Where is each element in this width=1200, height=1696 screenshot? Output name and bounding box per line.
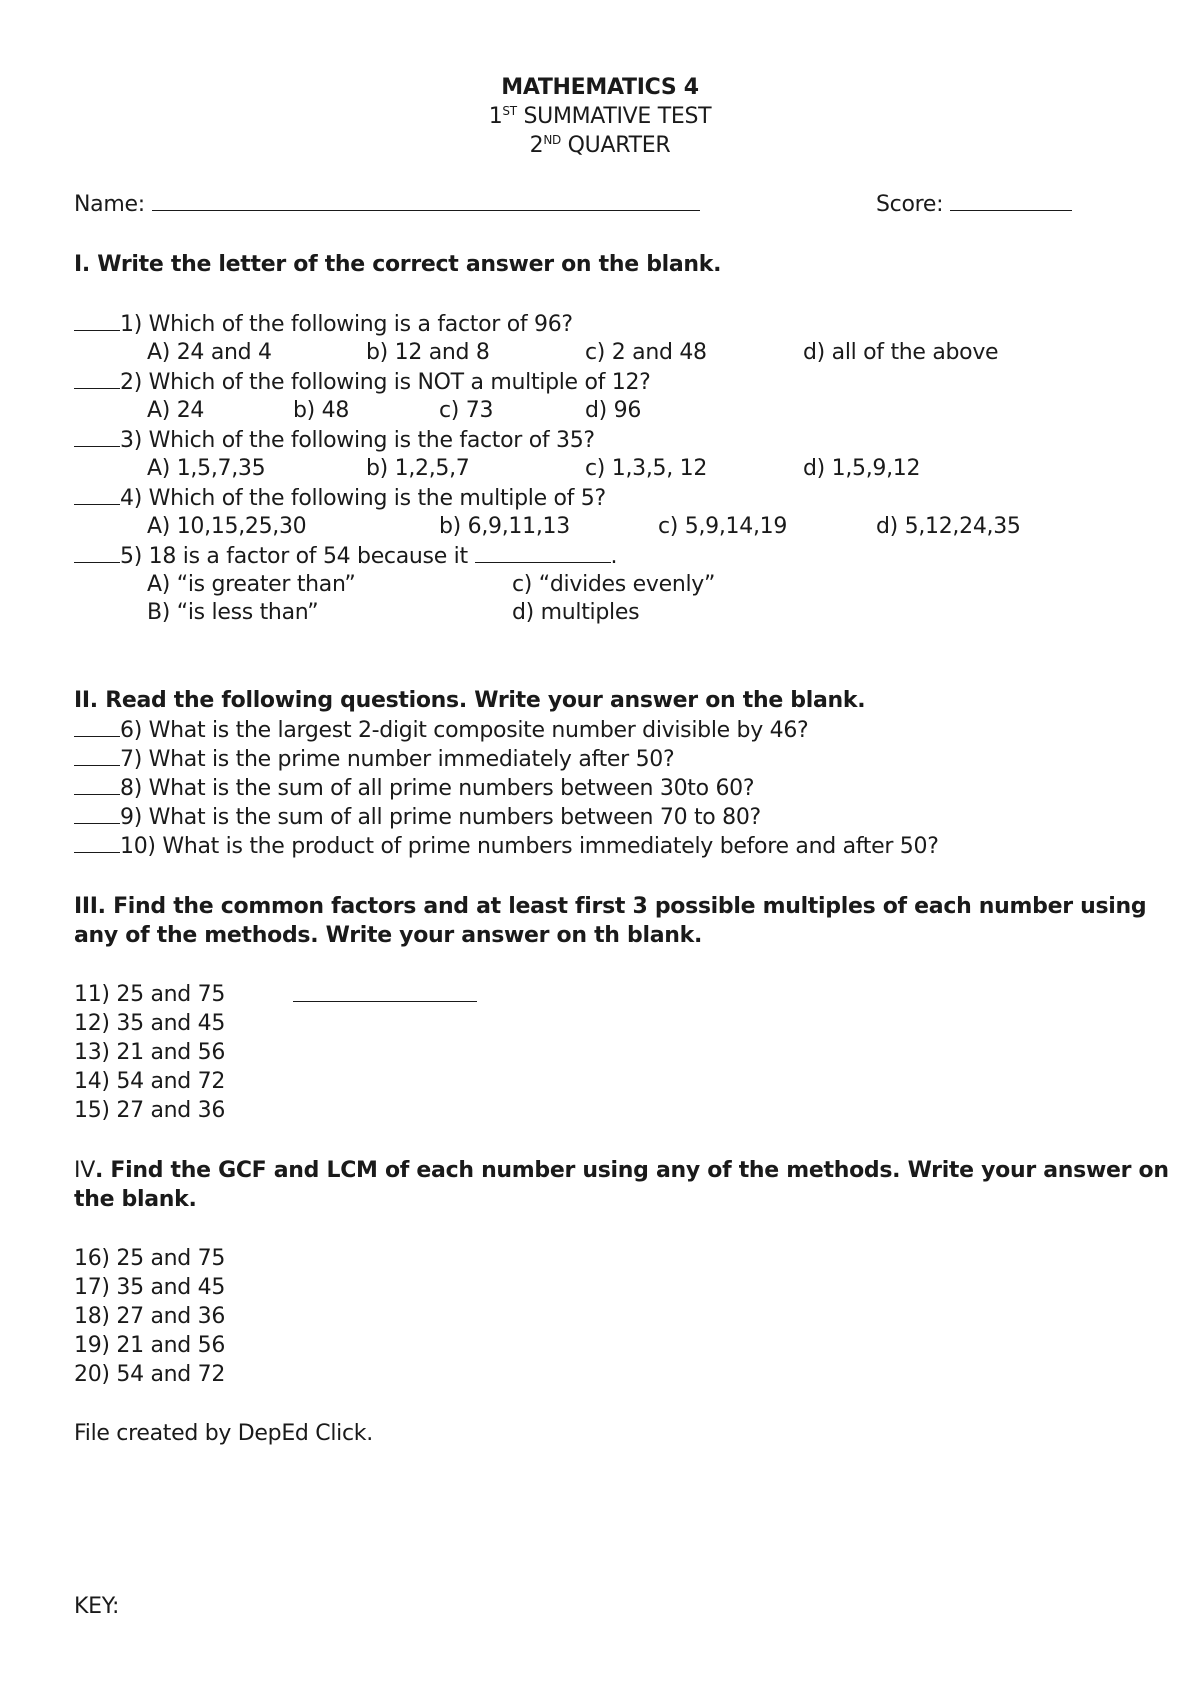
question-6: 6) What is the largest 2-digit composite number divisible by 46? — [74, 716, 808, 745]
option-4b: b) 6,9,11,13 — [439, 514, 570, 539]
section4-title-line2: the blank. — [74, 1187, 197, 1212]
credit-text: File created by DepEd Click. — [74, 1421, 373, 1446]
name-blank[interactable] — [152, 190, 700, 211]
item-12: 12) 35 and 45 — [74, 1011, 226, 1036]
item-18: 18) 27 and 36 — [74, 1304, 226, 1329]
option-1b: b) 12 and 8 — [366, 340, 490, 365]
option-5b: B) “is less than” — [147, 600, 319, 625]
item-11: 11) 25 and 75 — [74, 982, 226, 1007]
answer-blank[interactable] — [74, 803, 120, 824]
section3-title-line2: any of the methods. Write your answer on th blank. — [74, 923, 703, 948]
item-17: 17) 35 and 45 — [74, 1275, 226, 1300]
score-field — [876, 190, 1072, 219]
section2-title: II. Read the following questions. Write your answer on the blank. — [74, 688, 866, 713]
option-2c: c) 73 — [439, 398, 494, 423]
option-1a: A) 24 and 4 — [147, 340, 272, 365]
option-5c: c) “divides evenly” — [512, 572, 716, 597]
item-20: 20) 54 and 72 — [74, 1362, 226, 1387]
option-1c: c) 2 and 48 — [585, 340, 707, 365]
fill-in-blank[interactable] — [475, 542, 611, 563]
question-7: 7) What is the prime number immediately after 50? — [74, 745, 674, 774]
option-4c: c) 5,9,14,19 — [658, 514, 788, 539]
answer-blank[interactable] — [74, 542, 120, 563]
question-1: 1) Which of the following is a factor of 96? — [74, 310, 573, 339]
question-10: 10) What is the product of prime numbers immediately before and after 50? — [74, 832, 939, 861]
option-4d: d) 5,12,24,35 — [876, 514, 1021, 539]
option-5d: d) multiples — [512, 600, 640, 625]
section4-title-line1: IV. Find the GCF and LCM of each number using any of the methods. Write your answer on — [74, 1158, 1169, 1183]
option-3b: b) 1,2,5,7 — [366, 456, 470, 481]
item-16: 16) 25 and 75 — [74, 1246, 226, 1271]
question-8: 8) What is the sum of all prime numbers between 30to 60? — [74, 774, 754, 803]
answer-blank[interactable] — [74, 774, 120, 795]
score-blank[interactable] — [950, 190, 1072, 211]
answer-blank[interactable] — [74, 368, 120, 389]
option-3d: d) 1,5,9,12 — [803, 456, 921, 481]
option-4a: A) 10,15,25,30 — [147, 514, 307, 539]
answer-blank[interactable] — [74, 426, 120, 447]
option-2a: A) 24 — [147, 398, 205, 423]
answer-blank[interactable] — [74, 484, 120, 505]
item-15: 15) 27 and 36 — [74, 1098, 226, 1123]
option-3a: A) 1,5,7,35 — [147, 456, 266, 481]
section1-title: I. Write the letter of the correct answer on the blank. — [74, 252, 722, 277]
test-title: 1ST SUMMATIVE TEST — [488, 104, 712, 129]
item-13: 13) 21 and 56 — [74, 1040, 226, 1065]
item-14: 14) 54 and 72 — [74, 1069, 226, 1094]
name-field — [74, 190, 700, 219]
name-label: Name: — [74, 192, 145, 217]
answer-blank[interactable] — [74, 832, 120, 853]
option-2d: d) 96 — [585, 398, 642, 423]
question-2: 2) Which of the following is NOT a multiple of 12? — [74, 368, 651, 397]
section3-title-line1: III. Find the common factors and at least first 3 possible multiples of each number using — [74, 894, 1147, 919]
item-11-blank[interactable] — [293, 981, 477, 1010]
answer-blank[interactable] — [74, 716, 120, 737]
answer-blank[interactable] — [74, 745, 120, 766]
option-2b: b) 48 — [293, 398, 350, 423]
question-9: 9) What is the sum of all prime numbers between 70 to 80? — [74, 803, 761, 832]
option-3c: c) 1,3,5, 12 — [585, 456, 708, 481]
question-3: 3) Which of the following is the factor of 35? — [74, 426, 595, 455]
question-5: 5) 18 is a factor of 54 because it . — [74, 542, 617, 571]
answer-blank[interactable] — [74, 310, 120, 331]
quarter-title: 2ND QUARTER — [529, 133, 671, 158]
subject-title: MATHEMATICS 4 — [501, 75, 699, 100]
option-5a: A) “is greater than” — [147, 572, 356, 597]
question-4: 4) Which of the following is the multiple of 5? — [74, 484, 606, 513]
option-1d: d) all of the above — [803, 340, 999, 365]
score-label: Score: — [876, 192, 944, 217]
key-label: KEY: — [74, 1594, 120, 1619]
item-19: 19) 21 and 56 — [74, 1333, 226, 1358]
